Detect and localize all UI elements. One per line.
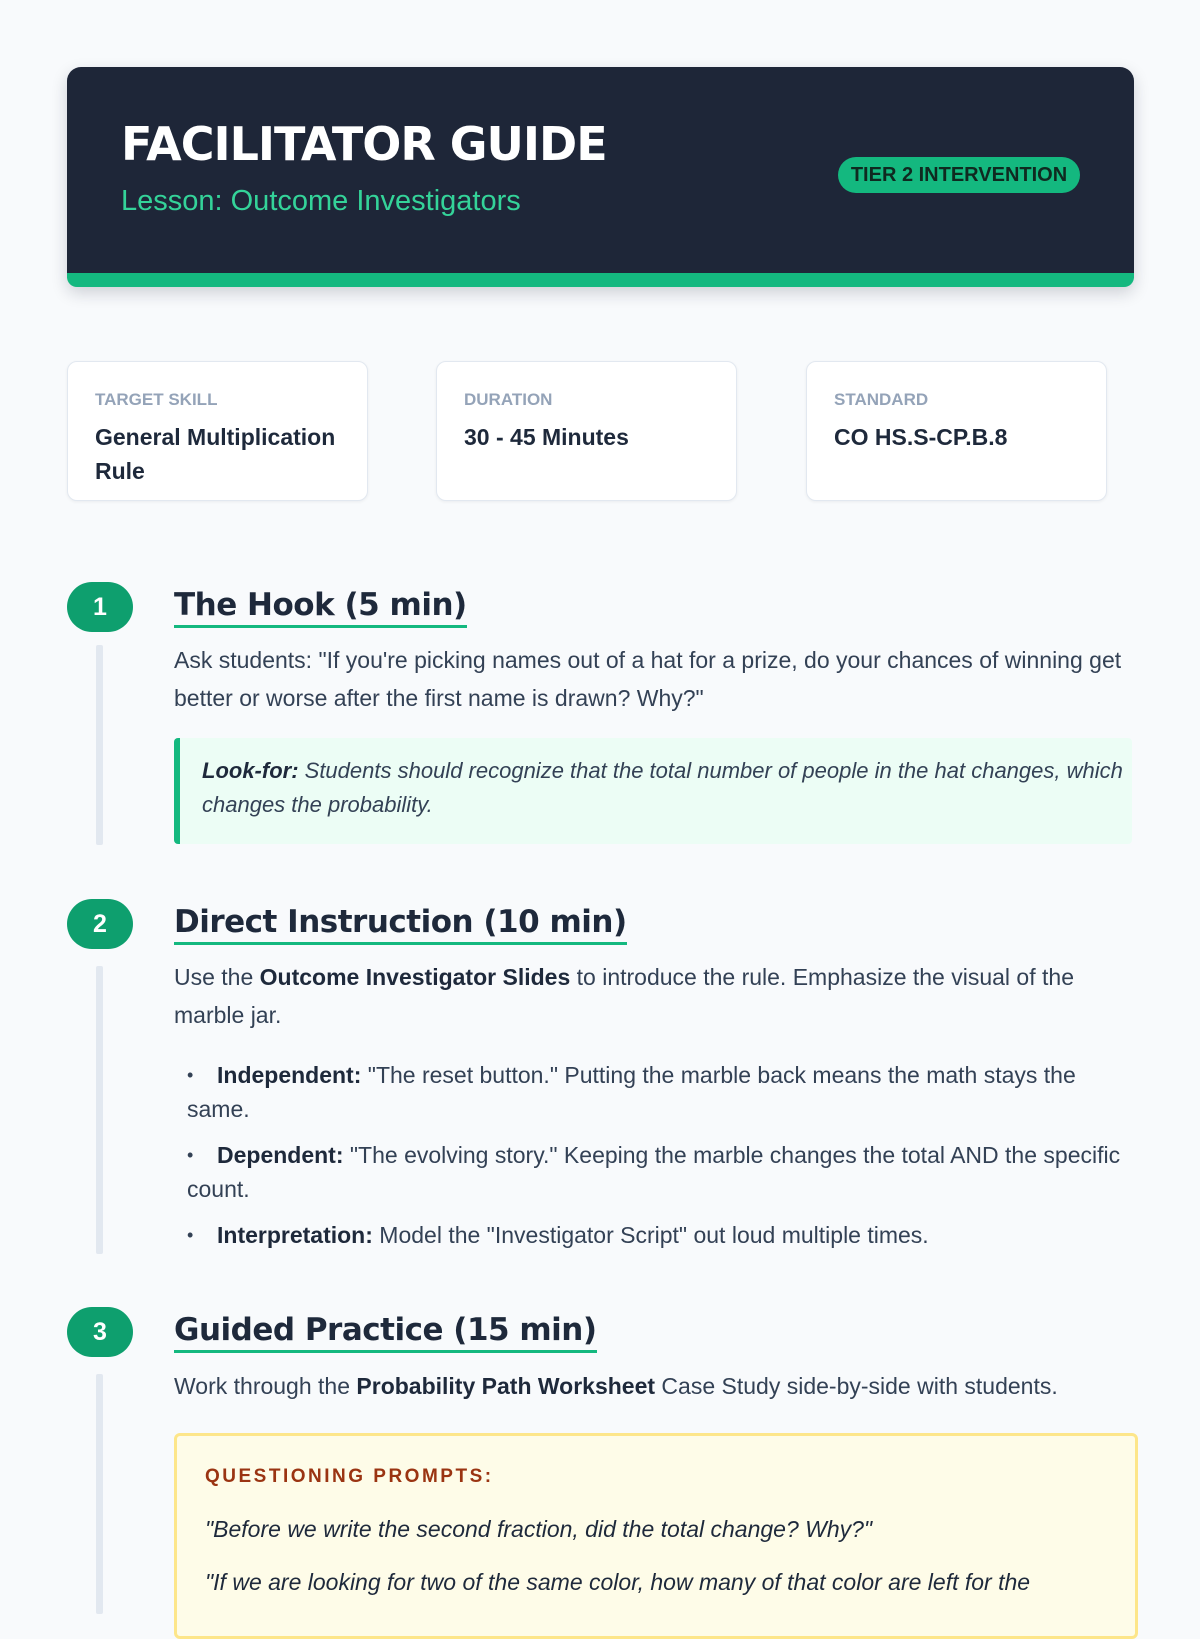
step-3-title: Guided Practice (15 min) xyxy=(174,1310,597,1353)
step-2-number: 2 xyxy=(67,899,133,949)
prompts-heading: QUESTIONING PROMPTS: xyxy=(205,1466,494,1487)
target-skill-label: TARGET SKILL xyxy=(95,390,218,409)
prompt-item: "If we are looking for two of the same color, how many of that color are left for the xyxy=(205,1569,1031,1595)
prompt-item: "Before we write the second fraction, did the total change? Why?" xyxy=(205,1516,873,1542)
bullet-icon: • xyxy=(187,1065,194,1085)
step-2-title: Direct Instruction (10 min) xyxy=(174,902,627,945)
step-3-timeline xyxy=(96,1374,103,1614)
step-1-text: Ask students: "If you're picking names out of a hat for a prize, do your chances of winning get better or worse after the first name is drawn? Why?" xyxy=(174,647,1122,711)
step-3-text xyxy=(174,1367,1134,1405)
look-for-label: Look-for: xyxy=(202,758,299,783)
step-2-text-after: to introduce the rule. Emphasize the visual of the marble jar. xyxy=(174,964,1074,1028)
step-2-text-before: Use the xyxy=(174,964,260,990)
list-item xyxy=(187,1218,1134,1252)
bullet-icon: • xyxy=(187,1225,194,1245)
standard-card xyxy=(806,361,1107,501)
step-2-timeline xyxy=(96,966,103,1254)
step-1-number: 1 xyxy=(67,582,133,632)
bullet-icon: • xyxy=(187,1145,194,1165)
standard-value: CO HS.S-CP.B.8 xyxy=(834,424,1008,450)
guide-header xyxy=(67,67,1134,287)
worksheet-name: Probability Path Worksheet xyxy=(356,1373,656,1399)
tier-badge: TIER 2 INTERVENTION xyxy=(838,157,1080,193)
duration-card xyxy=(436,361,737,501)
lesson-subtitle: Lesson: Outcome Investigators xyxy=(121,185,521,217)
bullet-label: Independent: xyxy=(217,1062,362,1088)
look-for-text: Students should recognize that the total number of people in the hat changes, which changes the probability. xyxy=(202,758,1123,817)
questioning-prompts-box xyxy=(174,1433,1138,1639)
slides-name: Outcome Investigator Slides xyxy=(259,964,571,990)
step-3-text-before: Work through the xyxy=(174,1373,357,1399)
bullet-text: "The evolving story." Keeping the marble changes the total AND the specific count. xyxy=(187,1142,1121,1202)
target-skill-value: General Multiplication Rule xyxy=(95,424,336,484)
bullet-label: Interpretation: xyxy=(217,1222,373,1248)
step-3-number: 3 xyxy=(67,1307,133,1357)
duration-value: 30 - 45 Minutes xyxy=(464,424,629,450)
step-1-title: The Hook (5 min) xyxy=(174,585,467,628)
bullet-label: Dependent: xyxy=(217,1142,344,1168)
look-for-callout xyxy=(174,738,1132,844)
bullet-text: Model the "Investigator Script" out loud multiple times. xyxy=(372,1222,929,1248)
standard-label: STANDARD xyxy=(834,390,929,409)
instruction-bullet-list xyxy=(187,1058,1134,1264)
target-skill-card xyxy=(67,361,368,501)
step-3-text-after: Case Study side-by-side with students. xyxy=(655,1373,1058,1399)
step-2-text xyxy=(174,958,1134,1034)
step-1-timeline xyxy=(96,645,103,845)
list-item xyxy=(187,1138,1134,1206)
list-item xyxy=(187,1058,1134,1126)
duration-label: DURATION xyxy=(464,390,553,409)
bullet-text: "The reset button." Putting the marble back means the math stays the same. xyxy=(187,1062,1076,1122)
page-title: FACILITATOR GUIDE xyxy=(121,117,607,171)
